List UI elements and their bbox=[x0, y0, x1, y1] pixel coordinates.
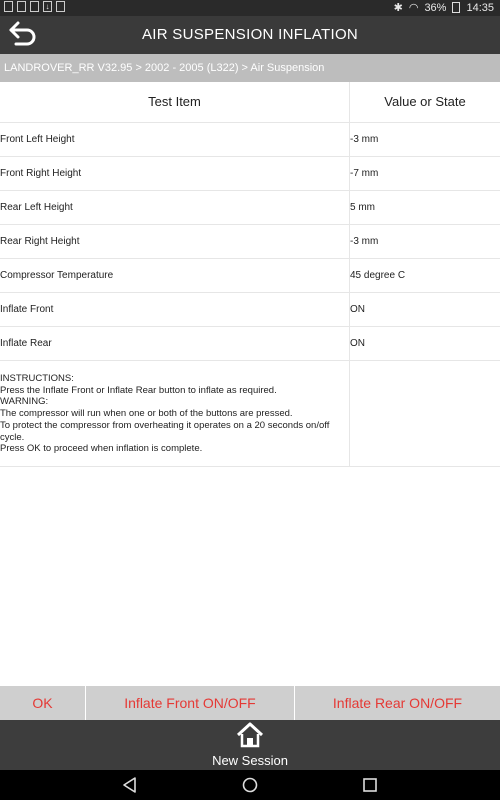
ok-button[interactable]: OK bbox=[0, 686, 86, 720]
table-row bbox=[0, 157, 500, 191]
page-title: AIR SUSPENSION INFLATION bbox=[141, 26, 359, 43]
download-icon: ↓ bbox=[43, 1, 52, 12]
notification-icons bbox=[4, 1, 65, 12]
notification-icon bbox=[30, 1, 39, 12]
value-cell: -3 mm bbox=[350, 134, 379, 145]
column-header-test-item: Test Item bbox=[0, 82, 350, 122]
test-item-cell: Inflate Rear bbox=[0, 327, 350, 360]
empty-cell bbox=[350, 361, 500, 466]
column-header-value: Value or State bbox=[384, 94, 466, 109]
notification-icon bbox=[4, 1, 13, 12]
value-cell: ON bbox=[350, 304, 365, 315]
test-item-cell: Front Left Height bbox=[0, 123, 350, 156]
value-cell: 5 mm bbox=[350, 202, 375, 213]
instructions-row bbox=[0, 361, 500, 467]
test-item-cell: Rear Right Height bbox=[0, 225, 350, 258]
inflate-front-button[interactable]: Inflate Front ON/OFF bbox=[86, 686, 295, 720]
battery-icon bbox=[452, 2, 460, 13]
system-status bbox=[394, 1, 494, 14]
value-cell: ON bbox=[350, 338, 365, 349]
table-row bbox=[0, 191, 500, 225]
nav-recents-icon[interactable] bbox=[361, 777, 379, 793]
bluetooth-icon: ✱ bbox=[393, 2, 403, 14]
inflate-rear-button[interactable]: Inflate Rear ON/OFF bbox=[332, 695, 463, 711]
nav-home-icon[interactable] bbox=[241, 777, 259, 793]
nav-back-icon[interactable] bbox=[121, 777, 139, 793]
wifi-icon: ◠ bbox=[408, 2, 419, 14]
table-row bbox=[0, 123, 500, 157]
title-bar bbox=[0, 16, 500, 54]
clock: 14:35 bbox=[466, 1, 494, 14]
action-bar bbox=[0, 686, 500, 720]
breadcrumb: LANDROVER_RR V32.95 > 2002 - 2005 (L322) > Air Suspension bbox=[0, 54, 500, 82]
value-cell: -3 mm bbox=[350, 236, 379, 247]
value-cell: 45 degree C bbox=[350, 270, 406, 281]
system-nav-bar bbox=[0, 770, 500, 800]
value-cell: -7 mm bbox=[350, 168, 379, 179]
table-header bbox=[0, 82, 500, 123]
test-item-cell: Compressor Temperature bbox=[0, 259, 350, 292]
table-row bbox=[0, 327, 500, 361]
notification-icon bbox=[56, 1, 65, 12]
new-session-button[interactable] bbox=[0, 720, 500, 770]
instructions-text: INSTRUCTIONS: Press the Inflate Front or Inflate Rear button to inflate as required. WARNING: The compressor will run when one or both of the buttons are pressed. To protect the compressor from overheating it operates on a 20 seconds on/off cycle. Press OK to proceed when inflation is complete. bbox=[0, 361, 350, 466]
new-session-label: New Session bbox=[212, 753, 288, 768]
data-table bbox=[0, 82, 500, 467]
test-item-cell: Inflate Front bbox=[0, 293, 350, 326]
notification-icon bbox=[17, 1, 26, 12]
status-bar bbox=[0, 0, 500, 16]
home-icon bbox=[236, 722, 264, 748]
table-row bbox=[0, 225, 500, 259]
battery-percent: 36% bbox=[424, 1, 447, 14]
test-item-cell: Rear Left Height bbox=[0, 191, 350, 224]
test-item-cell: Front Right Height bbox=[0, 157, 350, 190]
table-row bbox=[0, 259, 500, 293]
table-row bbox=[0, 293, 500, 327]
